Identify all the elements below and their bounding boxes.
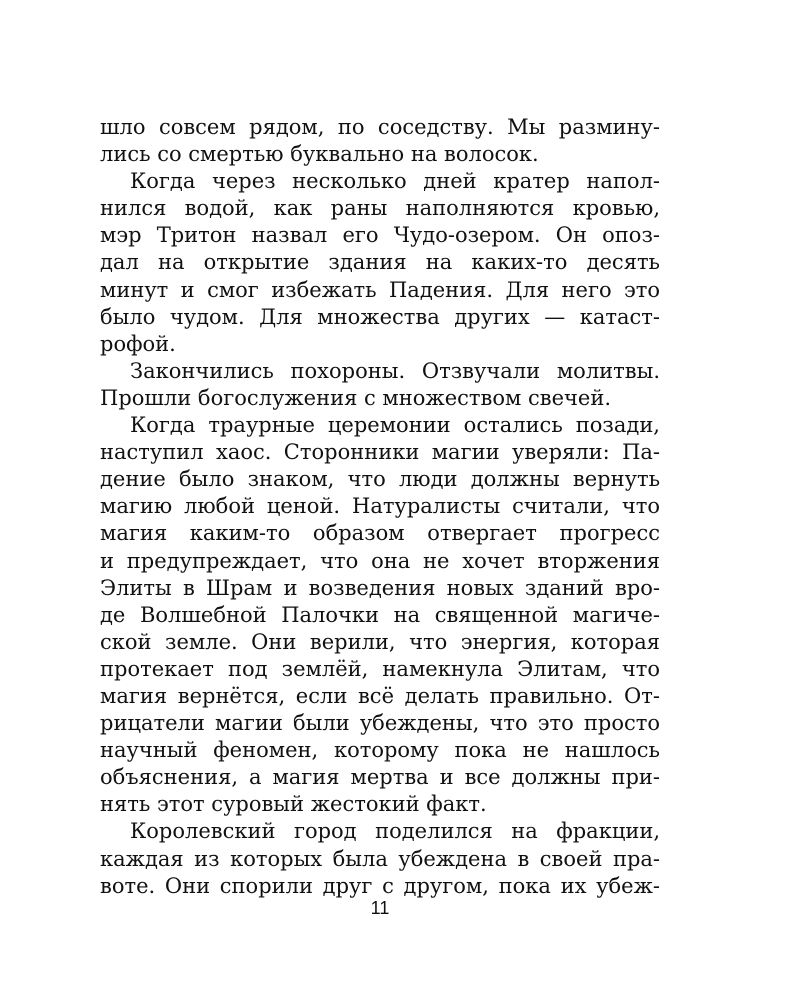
text-line: рицатели магии были убеждены, что это просто	[100, 711, 660, 736]
text-line: протекает под землёй, намекнула Элитам, что	[100, 656, 660, 681]
text-line: Прошли богослужения с множеством свечей.	[100, 385, 611, 410]
text-line: воте. Они спорили друг с другом, пока их убеж-	[100, 873, 660, 898]
text-line: объяснения, а магия мертва и все должны при-	[100, 765, 660, 790]
text-line: Когда траурные церемонии остались позади,	[130, 413, 660, 438]
text-line: Закончились похороны. Отзвучали молитвы.	[130, 358, 660, 383]
text-line: де Волшебной Палочки на священной магиче-	[100, 602, 660, 627]
paragraph	[100, 114, 660, 168]
text-line: шло совсем рядом, по соседству. Мы размину-	[100, 115, 660, 139]
text-line: ской земле. Они верили, что энергия, которая	[100, 629, 660, 654]
text-line: и предупреждает, что она не хочет вторжения	[100, 548, 660, 573]
paragraph	[100, 168, 660, 358]
text-line: нять этот суровый жестокий факт.	[100, 792, 487, 817]
text-line: научный феномен, которому пока не нашлось	[100, 738, 660, 763]
body-text	[100, 114, 660, 900]
text-line: дение было знаком, что люди должны вернуть	[100, 467, 660, 492]
paragraph	[100, 412, 660, 818]
text-line: было чудом. Для множества других — катаст-	[100, 304, 660, 329]
text-line: магия вернётся, если всё делать правильно. От-	[100, 683, 660, 708]
text-line: каждая из которых была убеждена в своей пра-	[100, 846, 660, 871]
text-line: дал на открытие здания на каких-то десять	[100, 250, 660, 275]
text-line: мэр Тритон назвал его Чудо-озером. Он опоз-	[100, 223, 660, 248]
text-line: магию любой ценой. Натуралисты считали, что	[100, 494, 660, 519]
page-number: 11	[370, 898, 390, 918]
paragraph	[100, 358, 660, 412]
text-line: рофой.	[100, 331, 176, 356]
text-line: Элиты в Шрам и возведения новых зданий вро-	[100, 575, 660, 600]
text-line: Королевский город поделился на фракции,	[130, 819, 660, 844]
text-line: наступил хаос. Сторонники магии уверяли: Па-	[100, 440, 660, 465]
text-line: минут и смог избежать Падения. Для него это	[100, 277, 660, 302]
paragraph	[100, 818, 660, 899]
text-line: нился водой, как раны наполняются кровью,	[100, 196, 660, 221]
text-line: магия каким-то образом отвергает прогресс	[100, 521, 660, 546]
text-line: лись со смертью буквально на волосок.	[100, 142, 539, 167]
text-line: Когда через несколько дней кратер напол-	[130, 169, 660, 194]
